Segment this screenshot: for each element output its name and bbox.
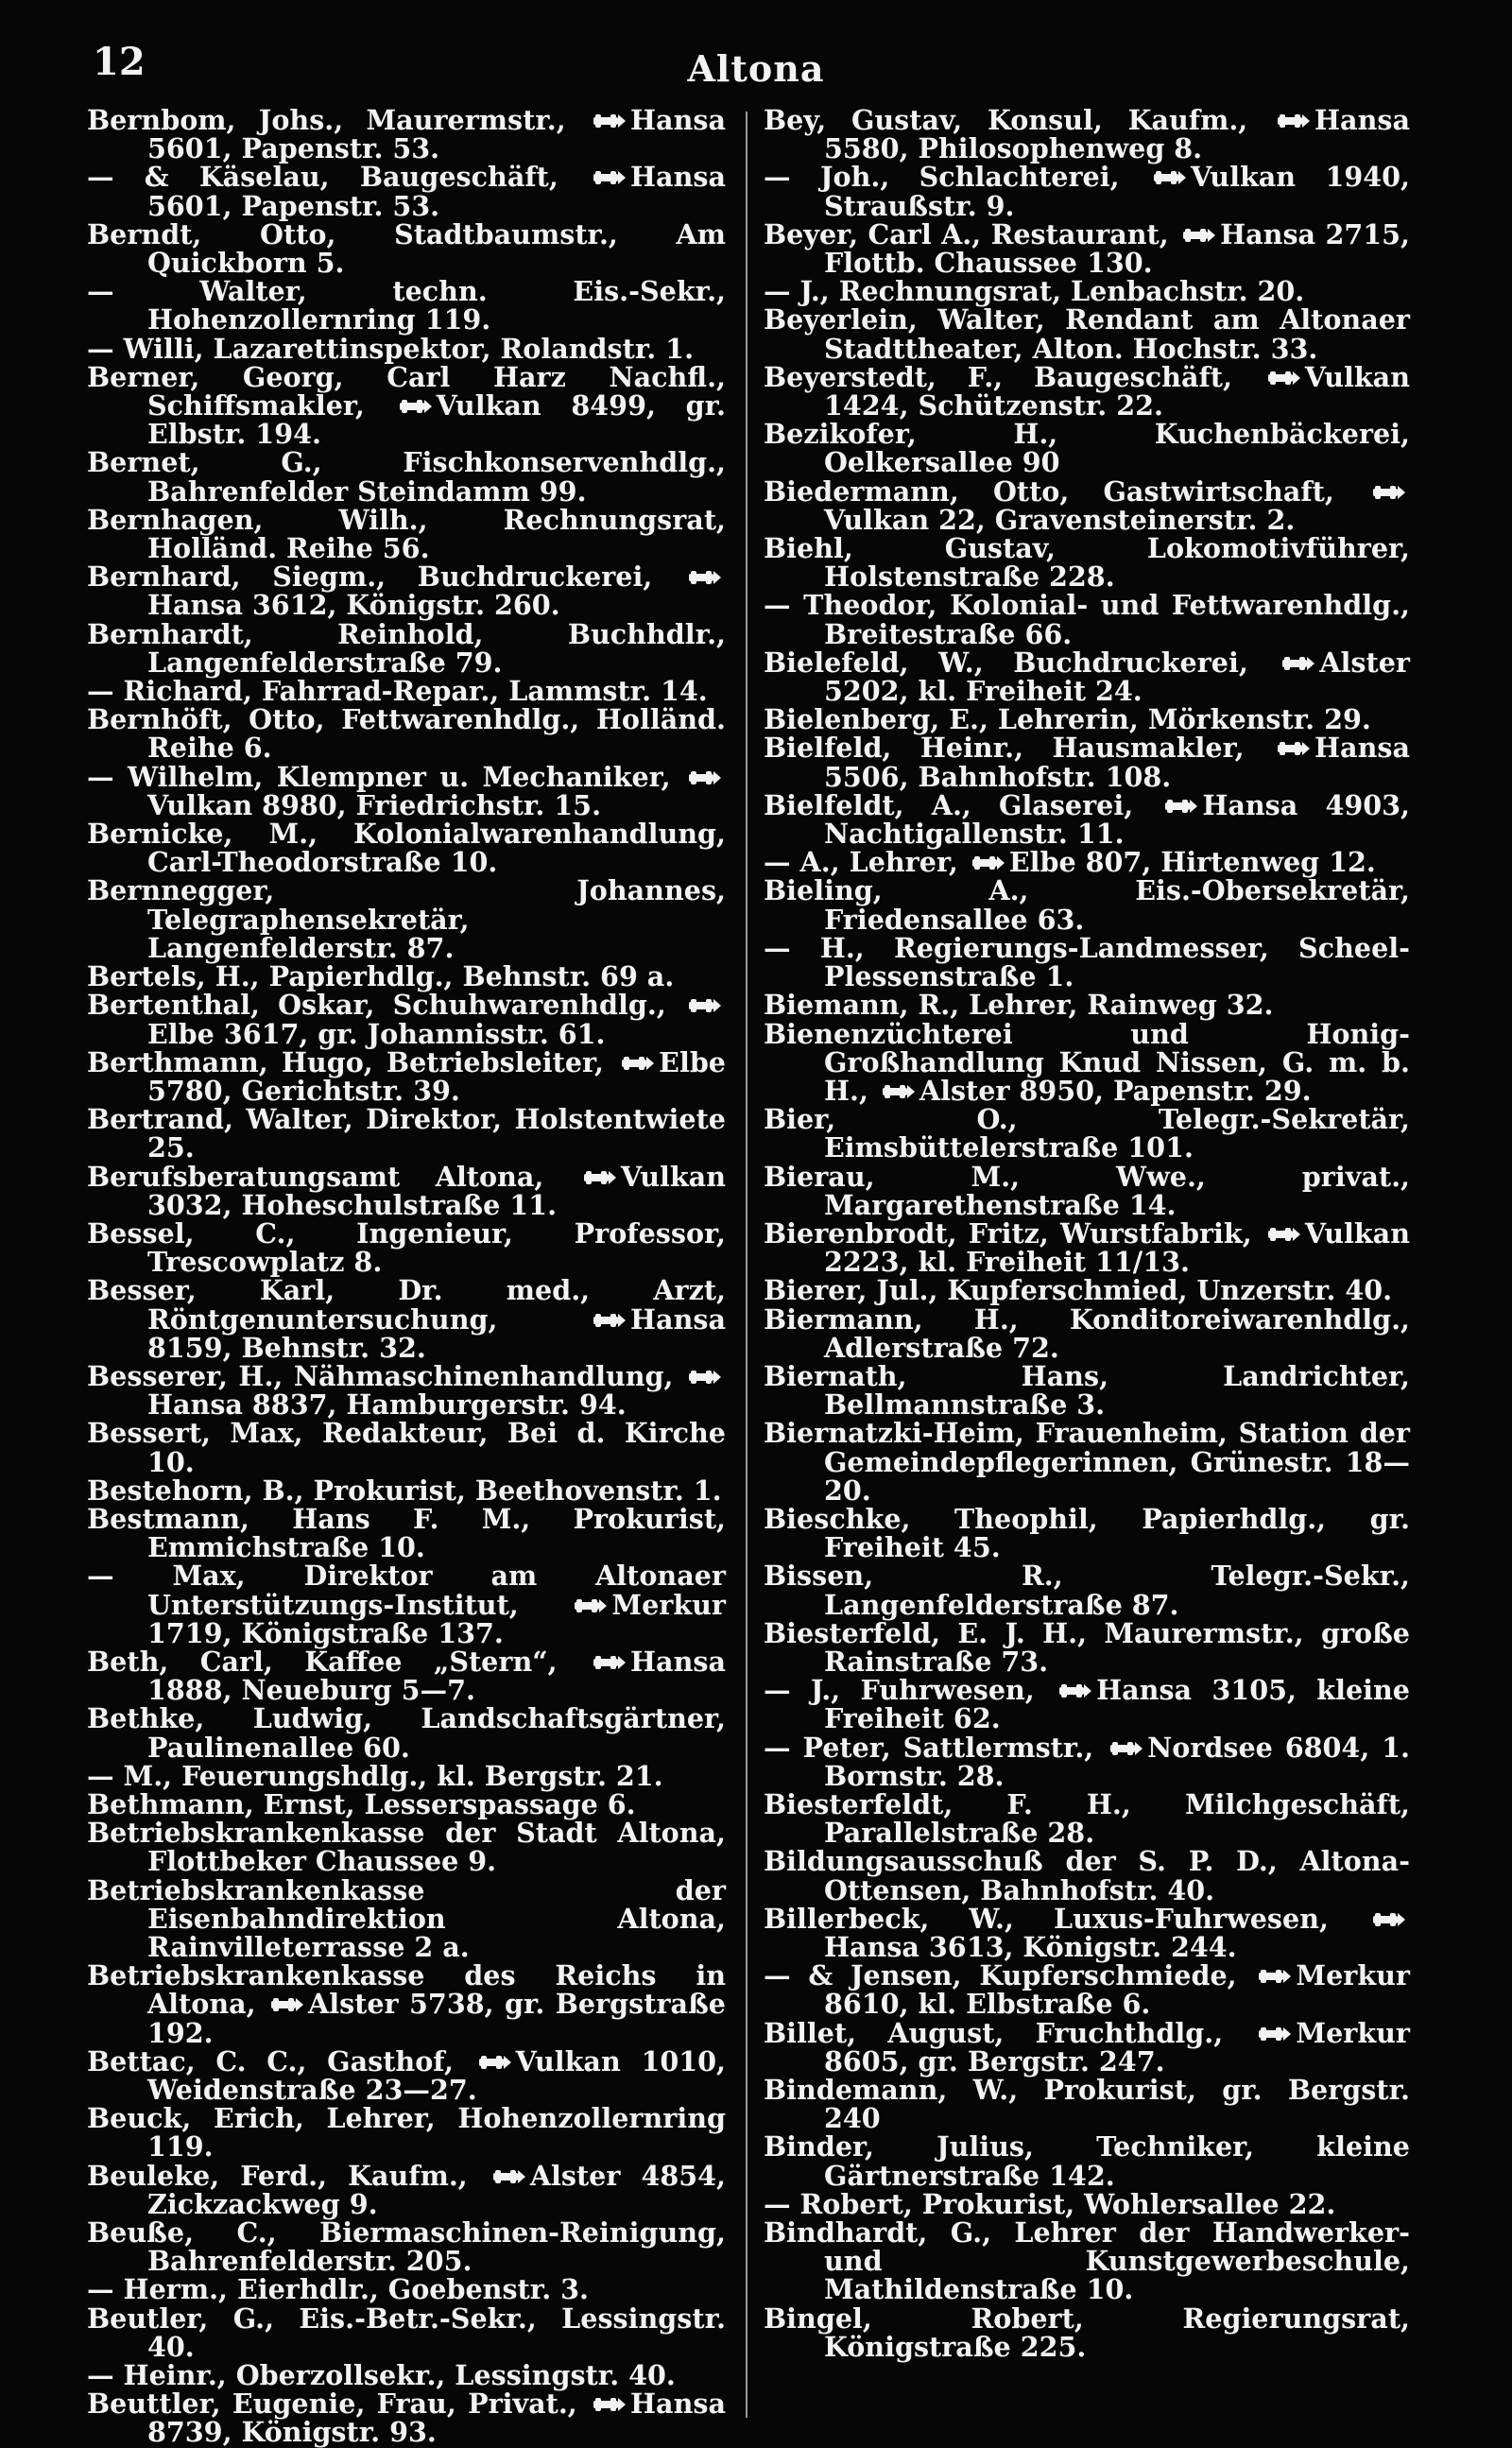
- entry-text: Bernbom, Johs., Maurermstr.,: [87, 104, 590, 136]
- entry-text: Bieschke, Theophil, Papierhdlg., gr. Freiheit 45.: [764, 1502, 1410, 1564]
- entry-text: Bierau, M., Wwe., privat., Margarethenstraße 14.: [764, 1160, 1410, 1221]
- entry-text: — J., Rechnungsrat, Lenbachstr. 20.: [764, 275, 1305, 308]
- entry-phone-address: Merkur 1719, Königstraße 137.: [147, 1588, 726, 1649]
- telephone-icon: [621, 1054, 655, 1073]
- directory-entry: [87, 1045, 726, 1107]
- directory-entry: [764, 2130, 1410, 2192]
- entry-text: Betriebskrankenkasse der Stadt Altona, Flottbeker Chaussee 9.: [87, 1817, 726, 1878]
- entry-text: — Joh., Schlachterei,: [764, 161, 1149, 194]
- entry-text: Berner, Georg, Carl Harz Nachfl., Schiffsmakler,: [87, 360, 726, 422]
- directory-entry: [87, 217, 726, 280]
- directory-column-right: [764, 106, 1410, 2361]
- entry-text: Bessel, C., Ingenieur, Professor, Trescowplatz 8.: [87, 1216, 726, 1279]
- entry-phone-address: Hansa 5601, Papenstr. 53.: [147, 161, 726, 222]
- telephone-icon: [688, 996, 722, 1015]
- directory-entry: [87, 617, 726, 679]
- telephone-icon: [574, 1596, 608, 1615]
- entry-text: Biesterfeld, E. J. H., Maurermstr., große Rainstraße 73.: [764, 1616, 1410, 1678]
- entry-text: Biernath, Hans, Landrichter, Bellmannstraße 3.: [764, 1359, 1410, 1422]
- entry-text: Biesterfeldt, F. H., Milchgeschäft, Parallelstraße 28.: [764, 1787, 1410, 1850]
- entry-text: Bier, O., Telegr.-Sekretär, Eimsbüttelerstraße 101.: [764, 1103, 1410, 1164]
- directory-entry: [87, 760, 726, 821]
- telephone-icon: [1281, 654, 1315, 673]
- directory-entry: [87, 446, 726, 508]
- entry-phone-address: Vulkan 1940, Straußstr. 9.: [824, 161, 1410, 222]
- directory-entry: [87, 2359, 726, 2392]
- entry-text: Betriebskrankenkasse der Eisenbahndirektion Altona, Rainvilleterrasse 2 a.: [87, 1873, 726, 1963]
- entry-text: Bethke, Ludwig, Landschaftsgärtner, Paulinenallee 60.: [87, 1702, 726, 1764]
- directory-entry: [764, 106, 1410, 163]
- directory-entry: [87, 2301, 726, 2363]
- entry-phone-address: Hansa 2715, Flottb. Chaussee 130.: [824, 217, 1410, 280]
- entry-text: Beuße, C., Biermaschinen-Reinigung, Bahrenfelderstr. 205.: [87, 2216, 726, 2278]
- entry-phone-address: Hansa 3613, Königstr. 244.: [824, 1931, 1237, 1963]
- directory-entry: [764, 1902, 1410, 1963]
- entry-text: Bielfeldt, A., Glaserei,: [764, 788, 1161, 821]
- directory-entry: [764, 2074, 1410, 2135]
- directory-entry: [764, 732, 1410, 793]
- entry-text: — & Jensen, Kupferschmiede,: [764, 1959, 1255, 1992]
- directory-entry: [87, 2389, 726, 2446]
- entry-text: — & Käselau, Baugeschäft,: [87, 161, 590, 194]
- entry-text: Bieling, A., Eis.-Obersekretär, Friedensallee 63.: [764, 874, 1410, 936]
- directory-entry: [764, 1302, 1410, 1364]
- directory-entry: [764, 788, 1410, 851]
- entry-phone-address: Alster 4854, Zickzackweg 9.: [147, 2159, 726, 2220]
- directory-entry: [87, 277, 726, 334]
- entry-text: Biedermann, Otto, Gastwirtschaft,: [764, 474, 1368, 508]
- telephone-icon: [1182, 226, 1216, 245]
- directory-entry: [87, 106, 726, 163]
- entry-phone-address: Hansa 5601, Papenstr. 53.: [147, 104, 726, 165]
- telephone-icon: [1267, 1225, 1301, 1244]
- telephone-icon: [1153, 168, 1187, 187]
- entry-text: Bingel, Robert, Regierungsrat, Königstraße 225.: [764, 2301, 1410, 2363]
- directory-entry: [87, 560, 726, 622]
- telephone-icon: [593, 1311, 627, 1330]
- directory-entry: [764, 989, 1410, 1022]
- telephone-icon: [1258, 2025, 1292, 2043]
- entry-text: Binder, Julius, Techniker, kleine Gärtnerstraße 142.: [764, 2130, 1410, 2192]
- entry-phone-address: Hansa 5506, Bahnhofstr. 108.: [824, 732, 1410, 793]
- directory-entry: [87, 1702, 726, 1764]
- telephone-icon: [1277, 112, 1311, 130]
- entry-phone-address: Alster 5738, gr. Bergstraße 192.: [147, 1988, 726, 2049]
- entry-text: Bernicke, M., Kolonialwarenhandlung, Carl-Theodorstraße 10.: [87, 818, 726, 879]
- directory-entry: [764, 1560, 1410, 1621]
- directory-entry: [764, 703, 1410, 736]
- entry-text: — Robert, Prokurist, Wohlersallee 22.: [764, 2187, 1336, 2220]
- telephone-icon: [688, 1368, 722, 1387]
- entry-text: Beuleke, Ferd., Kaufm.,: [87, 2159, 489, 2192]
- entry-phone-address: Vulkan 2223, kl. Freiheit 11/13.: [824, 1216, 1410, 1279]
- entry-text: — Herm., Eierhdlr., Goebenstr. 3.: [87, 2273, 589, 2306]
- entry-phone-address: Vulkan 1010, Weidenstraße 23—27.: [147, 2044, 726, 2107]
- directory-entry: [87, 1160, 726, 1221]
- directory-entry: [764, 931, 1410, 993]
- telephone-icon: [399, 397, 433, 416]
- entry-phone-address: Hansa 8739, Königstr. 93.: [147, 2388, 726, 2448]
- entry-text: Beuck, Erich, Lehrer, Hohenzollernring 119.: [87, 2102, 726, 2164]
- directory-entry: [87, 2159, 726, 2220]
- directory-entry: [764, 1105, 1410, 1162]
- entry-text: Biermann, H., Konditoreiwarenhdlg., Adlerstraße 72.: [764, 1302, 1410, 1364]
- entry-text: Beth, Carl, Kaffee „Stern“,: [87, 1645, 590, 1678]
- directory-entry: [764, 532, 1410, 594]
- entry-phone-address: Vulkan 8980, Friedrichstr. 15.: [147, 788, 602, 821]
- entry-text: Biemann, R., Lehrer, Rainweg 32.: [764, 989, 1274, 1022]
- entry-text: Bettac, C. C., Gasthof,: [87, 2044, 474, 2077]
- entry-text: Bildungsausschuß der S. P. D., Altona-Ottensen, Bahnhofstr. 40.: [764, 1845, 1410, 1906]
- telephone-icon: [1258, 1967, 1292, 1986]
- entry-phone-address: Vulkan 8499, gr. Elbstr. 194.: [147, 389, 726, 451]
- entry-text: Bernhardt, Reinhold, Buchhdlr., Langenfelderstraße 79.: [87, 617, 726, 679]
- entry-phone-address: Alster 5202, kl. Freiheit 24.: [824, 646, 1410, 708]
- directory-entry: [764, 1787, 1410, 1850]
- entry-text: Bey, Gustav, Konsul, Kaufm.,: [764, 104, 1274, 136]
- directory-entry: [764, 646, 1410, 708]
- entry-text: Bernnegger, Johannes, Telegraphensekretär, Langenfelderstr. 87.: [87, 874, 726, 964]
- directory-entry: [87, 1216, 726, 1279]
- directory-entry: [764, 303, 1410, 365]
- entry-text: Berthmann, Hugo, Betriebsleiter,: [87, 1045, 618, 1078]
- directory-entry: [764, 1216, 1410, 1279]
- entry-text: Bernet, G., Fischkonservenhdlg., Bahrenfelder Steindamm 99.: [87, 446, 726, 508]
- entry-text: Bielenberg, E., Lehrerin, Mörkenstr. 29.: [764, 703, 1371, 736]
- directory-entry: [87, 1359, 726, 1422]
- entry-phone-address: Hansa 1888, Neueburg 5—7.: [147, 1645, 726, 1707]
- directory-entry: [87, 1417, 726, 1478]
- entry-text: — H., Regierungs-Landmesser, Scheel-Plessenstraße 1.: [764, 931, 1410, 993]
- telephone-icon: [583, 1168, 617, 1187]
- entry-text: Bierer, Jul., Kupferschmied, Unzerstr. 40.: [764, 1274, 1393, 1307]
- entry-text: Bielfeld, Heinr., Hausmakler,: [764, 732, 1274, 765]
- entry-phone-address: Hansa 8837, Hamburgerstr. 94.: [147, 1388, 627, 1422]
- entry-text: Berufsberatungsamt Altona,: [87, 1160, 579, 1193]
- entry-text: Bernhöft, Otto, Fettwarenhdlg., Holländ. Reihe 6.: [87, 703, 726, 765]
- directory-entry: [764, 2301, 1410, 2363]
- entry-text: Bindemann, W., Prokurist, gr. Bergstr. 240: [764, 2074, 1410, 2135]
- directory-entry: [87, 1105, 726, 1162]
- directory-entry: [87, 962, 726, 991]
- entry-text: Biehl, Gustav, Lokomotivführer, Holstenstraße 228.: [764, 532, 1410, 594]
- entry-phone-address: Hansa 4903, Nachtigallenstr. 11.: [824, 788, 1410, 851]
- entry-text: Beyerstedt, F., Baugeschäft,: [764, 360, 1263, 393]
- entry-text: Bertenthal, Oskar, Schuhwarenhdlg.,: [87, 989, 684, 1022]
- entry-phone-address: Hansa 3612, Königstr. 260.: [147, 589, 560, 622]
- entry-text: — Walter, techn. Eis.-Sekr., Hohenzollernring 119.: [87, 275, 726, 336]
- entry-phone-address: Hansa 8159, Behnstr. 32.: [147, 1302, 726, 1364]
- entry-text: Bezikofer, H., Kuchenbäckerei, Oelkersallee 90: [764, 418, 1410, 479]
- directory-entry: [764, 1160, 1410, 1221]
- entry-text: — M., Feuerungshdlg., kl. Bergstr. 21.: [87, 1759, 663, 1792]
- directory-entry: [87, 989, 726, 1050]
- entry-phone-address: Alster 8950, Papenstr. 29.: [919, 1074, 1312, 1107]
- running-head-title: Altona: [687, 47, 825, 90]
- telephone-icon: [1164, 797, 1198, 816]
- telephone-icon: [971, 853, 1005, 872]
- directory-entry: [87, 1817, 726, 1878]
- entry-text: — A., Lehrer,: [764, 846, 968, 879]
- directory-entry: [764, 275, 1410, 308]
- directory-entry: [87, 1873, 726, 1963]
- entry-text: Bindhardt, G., Lehrer der Handwerker- und Kunstgewerbeschule, Mathildenstraße 10.: [764, 2216, 1410, 2306]
- entry-text: — Willi, Lazarettinspektor, Rolandstr. 1.: [87, 332, 695, 365]
- entry-text: Beyer, Carl A., Restaurant,: [764, 217, 1179, 250]
- directory-entry: [87, 503, 726, 565]
- directory-entry: [87, 2044, 726, 2107]
- entry-text: Betriebskrankenkasse des Reichs in Altona,: [87, 1959, 726, 2021]
- directory-entry: [87, 1502, 726, 1564]
- entry-phone-address: Merkur 8605, gr. Bergstr. 247.: [824, 2016, 1410, 2077]
- column-divider: [746, 112, 747, 2418]
- entry-text: Billerbeck, W., Luxus-Fuhrwesen,: [764, 1902, 1368, 1935]
- directory-entry: [87, 675, 726, 708]
- telephone-icon: [270, 1995, 304, 2014]
- directory-entry: [764, 874, 1410, 936]
- entry-phone-address: Vulkan 1424, Schützenstr. 22.: [824, 360, 1410, 422]
- entry-phone-address: Elbe 807, Hirtenweg 12.: [1008, 846, 1376, 879]
- entry-text: Bethmann, Ernst, Lesserspassage 6.: [87, 1787, 636, 1820]
- entry-text: Biernatzki-Heim, Frauenheim, Station der Gemeindepflegerinnen, Grünestr. 18—20.: [764, 1417, 1410, 1507]
- directory-entry: [764, 161, 1410, 222]
- entry-phone-address: Elbe 5780, Gerichtstr. 39.: [147, 1045, 726, 1107]
- directory-entry: [87, 703, 726, 765]
- directory-entry: [764, 1616, 1410, 1678]
- entry-text: Beuttler, Eugenie, Frau, Privat.,: [87, 2388, 590, 2421]
- directory-entry: [764, 1502, 1410, 1564]
- telephone-icon: [1267, 369, 1301, 388]
- entry-text: Berndt, Otto, Stadtbaumstr., Am Quickborn 5.: [87, 217, 726, 280]
- entry-text: Besser, Karl, Dr. med., Arzt, Röntgenuntersuchung,: [87, 1274, 726, 1336]
- directory-entry: [764, 217, 1410, 280]
- entry-text: — Theodor, Kolonial- und Fettwarenhdlg., Breitestraße 66.: [764, 589, 1410, 650]
- entry-text: Bienenzüchterei und Honig-Großhandlung Knud Nissen, G. m. b. H.,: [764, 1017, 1410, 1107]
- directory-entry: [764, 1017, 1410, 1107]
- directory-entry: [87, 1476, 726, 1505]
- telephone-icon: [1109, 1739, 1143, 1758]
- telephone-icon: [478, 2053, 512, 2072]
- entry-text: — Wilhelm, Klempner u. Mechaniker,: [87, 760, 684, 793]
- entry-text: Bierenbrodt, Fritz, Wurstfabrik,: [764, 1216, 1263, 1250]
- directory-entry: [87, 1961, 726, 2047]
- directory-entry: [764, 2218, 1410, 2304]
- telephone-icon: [1372, 483, 1406, 502]
- directory-entry: [764, 360, 1410, 422]
- directory-entry: [87, 2102, 726, 2164]
- entry-text: Bernhard, Siegm., Buchdruckerei,: [87, 560, 684, 594]
- directory-entry: [764, 2016, 1410, 2077]
- entry-phone-address: Elbe 3617, gr. Johannisstr. 61.: [147, 1017, 606, 1050]
- directory-entry: [764, 1959, 1410, 2021]
- telephone-icon: [1058, 1681, 1092, 1700]
- entry-phone-address: Hansa 3105, kleine Freiheit 62.: [824, 1674, 1410, 1735]
- entry-phone-address: Vulkan 22, Gravensteinerstr. 2.: [824, 503, 1296, 536]
- entry-text: Bessert, Max, Redakteur, Bei d. Kirche 10.: [87, 1417, 726, 1478]
- directory-entry: [764, 418, 1410, 479]
- entry-text: — Max, Direktor am Altonaer Unterstützungs-Institut,: [87, 1560, 726, 1621]
- directory-entry: [87, 818, 726, 879]
- telephone-icon: [882, 1082, 916, 1101]
- directory-entry: [87, 1276, 726, 1362]
- entry-text: Bestmann, Hans F. M., Prokurist, Emmichstraße 10.: [87, 1502, 726, 1564]
- entry-text: Besserer, H., Nähmaschinenhandlung,: [87, 1359, 684, 1392]
- directory-entry: [764, 846, 1410, 879]
- entry-text: Bissen, R., Telegr.-Sekr., Langenfelderstraße 87.: [764, 1560, 1410, 1621]
- telephone-icon: [593, 168, 627, 187]
- entry-phone-address: Hansa 5580, Philosophenweg 8.: [824, 104, 1410, 165]
- entry-text: Billet, August, Fruchthdlg.,: [764, 2016, 1255, 2049]
- directory-entry: [87, 1645, 726, 1707]
- directory-entry: [87, 360, 726, 451]
- entry-phone-address: Nordsee 6804, 1. Bornstr. 28.: [824, 1731, 1410, 1792]
- directory-entry: [87, 1561, 726, 1647]
- directory-entry: [87, 876, 726, 962]
- telephone-icon: [688, 568, 722, 587]
- entry-text: — J., Fuhrwesen,: [764, 1674, 1056, 1707]
- entry-text: Bestehorn, B., Prokurist, Beethovenstr. 1.: [87, 1474, 722, 1507]
- entry-phone-address: Merkur 8610, kl. Elbstraße 6.: [824, 1959, 1410, 2021]
- entry-text: — Peter, Sattlermstr.,: [764, 1731, 1107, 1764]
- entry-text: — Heinr., Oberzollsekr., Lessingstr. 40.: [87, 2359, 676, 2392]
- entry-text: Bertels, H., Papierhdlg., Behnstr. 69 a.: [87, 960, 675, 993]
- telephone-icon: [492, 2167, 526, 2186]
- directory-entry: [764, 1847, 1410, 1904]
- directory-entry: [87, 2273, 726, 2306]
- directory-entry: [764, 474, 1410, 536]
- telephone-icon: [593, 2395, 627, 2414]
- directory-entry: [764, 2187, 1410, 2220]
- entry-text: Beyerlein, Walter, Rendant am Altonaer Stadttheater, Alton. Hochstr. 33.: [764, 303, 1410, 365]
- telephone-icon: [1277, 739, 1311, 758]
- directory-entry: [764, 1733, 1410, 1790]
- directory-entry: [87, 1759, 726, 1792]
- directory-column-left: [87, 106, 726, 2447]
- telephone-icon: [593, 1653, 627, 1672]
- entry-text: Bernhagen, Wilh., Rechnungsrat, Holländ. Reihe 56.: [87, 503, 726, 565]
- telephone-icon: [1372, 1910, 1406, 1929]
- directory-entry: [87, 161, 726, 222]
- directory-entry: [87, 332, 726, 365]
- directory-entry: [764, 589, 1410, 650]
- directory-entry: [764, 1676, 1410, 1733]
- directory-entry: [764, 1359, 1410, 1422]
- entry-text: Beutler, G., Eis.-Betr.-Sekr., Lessingstr. 40.: [87, 2301, 726, 2363]
- directory-entry: [87, 2216, 726, 2278]
- entry-text: Bertrand, Walter, Direktor, Holstentwiete 25.: [87, 1103, 726, 1164]
- telephone-icon: [593, 112, 627, 130]
- entry-phone-address: Vulkan 3032, Hoheschulstraße 11.: [147, 1160, 726, 1221]
- page-number: 12: [93, 40, 146, 84]
- entry-text: — Richard, Fahrrad-Repar., Lammstr. 14.: [87, 675, 708, 708]
- telephone-icon: [688, 768, 722, 787]
- directory-entry: [87, 1787, 726, 1820]
- directory-entry: [764, 1274, 1410, 1307]
- entry-text: Bielefeld, W., Buchdruckerei,: [764, 646, 1279, 679]
- directory-entry: [764, 1419, 1410, 1505]
